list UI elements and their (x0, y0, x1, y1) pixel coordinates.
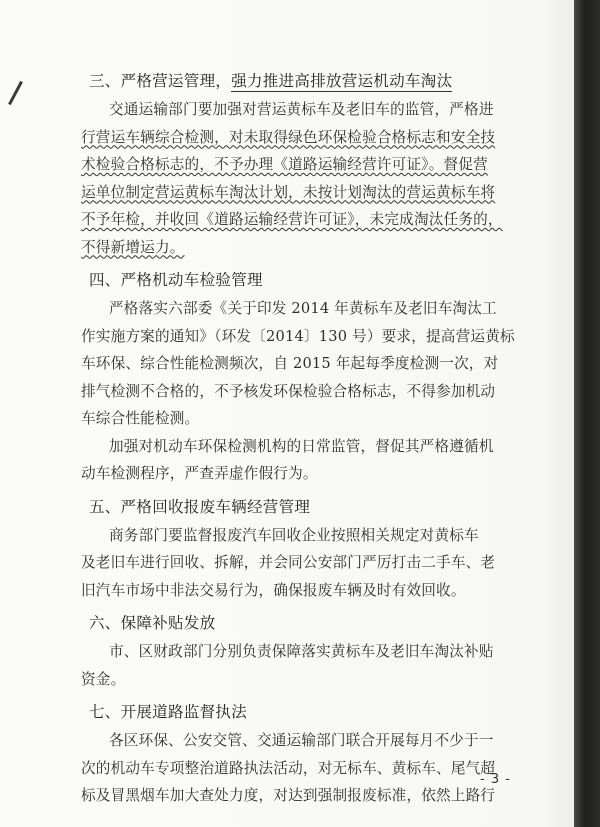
section-4-line: 动车检测程序，严查弄虚作假行为。 (81, 465, 318, 482)
section-3-line: 行营运车辆综合检测，对未取得绿色环保检验合格标志和安全技 (81, 128, 496, 146)
section-7-line: 标及冒黑烟车加大查处力度，对达到强制报废标准，依然上路行 (81, 787, 496, 804)
scan-edge (574, 0, 600, 827)
section-3-line: 运单位制定营运黄标车淘汰计划，未按计划淘汰的营运黄标车将 (81, 183, 496, 201)
section-4-line: 严格落实六部委《关于印发 2014 年黄标车及老旧车淘汰工 (109, 300, 497, 317)
section-3-line: 不予年检，并收回《道路运输经营许可证》，未完成淘汰任务的， (81, 211, 503, 228)
section-6-heading: 六、保障补贴发放 (89, 614, 216, 632)
section-6-line: 市、区财政部门分别负责保障落实黄标车及老旧车淘汰补贴 (109, 643, 494, 660)
section-4-line: 排气检测不合格的，不予核发环保检验合格标志，不得参加机动 (81, 382, 496, 400)
section-5-line: 及老旧车进行回收、拆解，并会同公安部门严厉打击二手车、老 (81, 554, 496, 571)
section-3-line: 交通运输部门要加强对营运黄标车及老旧车的监管，严格进 (109, 101, 494, 118)
page-number: - 3 - (480, 772, 511, 787)
section-5-line: 旧汽车市场中非法交易行为，确保报废车辆及时有效回收。 (81, 581, 466, 599)
section-7-line: 各区环保、公安交管、交通运输部门联合开展每月不少于一 (109, 732, 494, 749)
section-3-line: 术检验合格标志的，不予办理《道路运输经营许可证》。督促营 (81, 156, 488, 173)
section-3-heading: 三、严格营运管理，强力推进高排放营运机动车淘汰 (89, 72, 453, 90)
section-4-line: 车综合性能检测。 (81, 410, 200, 427)
section-4-heading: 四、严格机动车检验管理 (89, 271, 263, 289)
pen-mark (8, 81, 23, 105)
section-4-line: 加强对机动车环保检测机构的日常监管，督促其严格遵循机 (109, 437, 494, 455)
section-7-heading: 七、开展道路监督执法 (89, 703, 248, 721)
document-body (81, 66, 521, 810)
section-5-heading: 五、严格回收报废车辆经营管理 (89, 497, 311, 516)
section-3-line: 不得新增运力。 (81, 238, 185, 256)
section-5-line: 商务部门要监督报废汽车回收企业按照相关规定对黄标车 (109, 526, 479, 544)
section-4-line: 车环保、综合性能检测频次，自 2015 年起每季度检测一次，对 (81, 355, 499, 372)
section-4-line: 作实施方案的通知》（环发〔2014〕130 号）要求，提高营运黄标 (81, 327, 515, 345)
section-3-heading-emphasis: 强力推进高排放营运机动车淘汰 (231, 72, 453, 90)
section-6-line: 资金。 (81, 670, 126, 688)
section-7-line: 次的机动车专项整治道路执法活动，对无标车、黄标车、尾气超 (81, 759, 496, 777)
